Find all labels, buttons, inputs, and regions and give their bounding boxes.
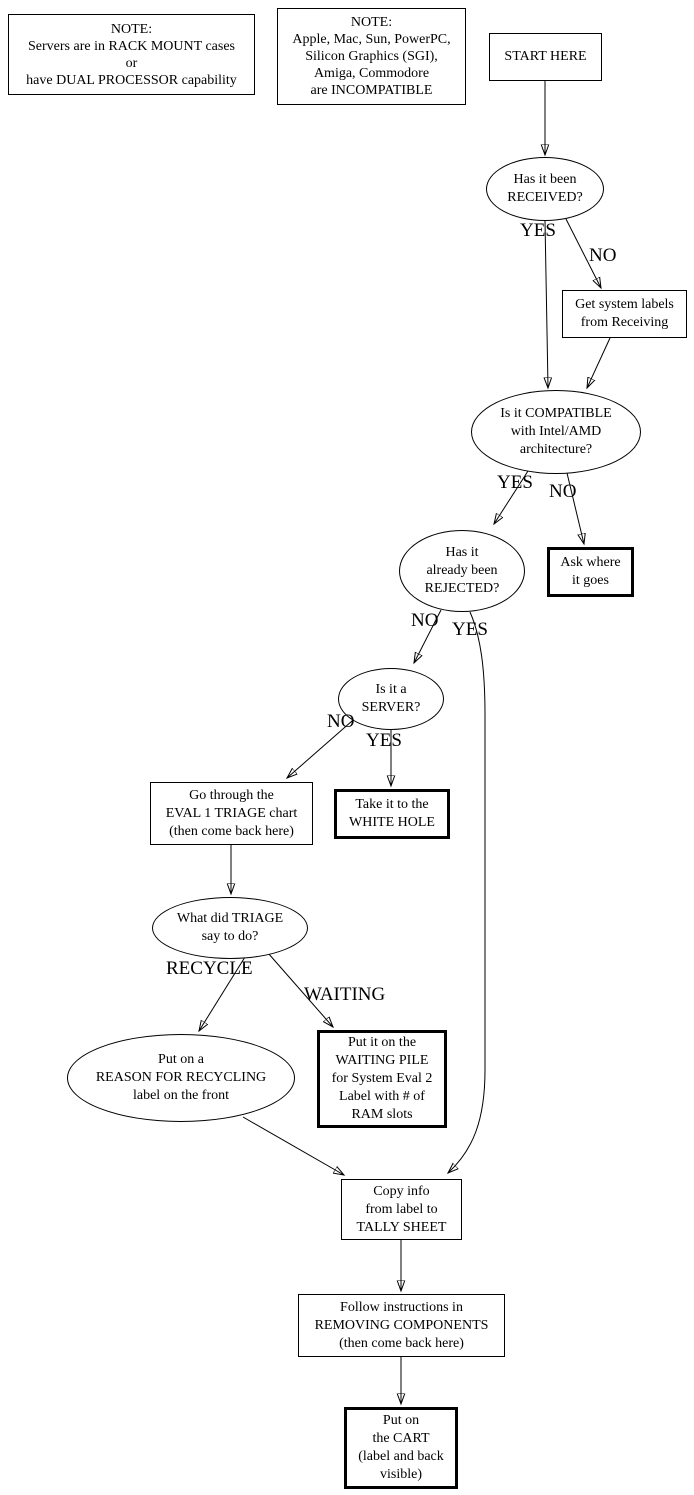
node-line: Get system labels <box>575 297 674 312</box>
note-line: or <box>125 55 138 71</box>
node-line: What did TRIAGE <box>176 911 284 926</box>
note-incompatible <box>277 8 466 105</box>
node-line: the CART <box>372 1431 430 1446</box>
node-line: from Receiving <box>580 315 669 330</box>
decision-compatible <box>471 390 641 474</box>
node-line: WAITING PILE <box>335 1053 429 1068</box>
decision-already-rejected <box>399 530 525 612</box>
node-line: Ask where <box>560 555 621 570</box>
edge-label-compatible-no: NO <box>549 481 577 502</box>
note-rack-mount <box>8 14 255 95</box>
node-line: Go through the <box>189 787 274 803</box>
node-line: Is it a <box>375 682 407 697</box>
node-line: architecture? <box>519 442 593 457</box>
terminal-waiting-pile <box>317 1030 447 1128</box>
node-line: already been <box>426 563 498 578</box>
node-line: TALLY SHEET <box>356 1219 447 1235</box>
node-line: Take it to the <box>355 797 429 812</box>
node-line: Put it on the <box>347 1035 417 1050</box>
node-reason-for-recycling-label <box>67 1034 295 1122</box>
node-line: REMOVING COMPONENTS <box>314 1317 489 1333</box>
node-line: (then come back here) <box>339 1335 464 1351</box>
node-line: EVAL 1 TRIAGE chart <box>165 805 298 821</box>
node-get-system-labels <box>562 290 687 338</box>
note-line: Amiga, Commodore <box>313 66 430 81</box>
edge-received-yes-to-compatible <box>545 221 548 388</box>
edge-label-received-yes: YES <box>520 220 556 241</box>
terminal-put-on-cart <box>344 1407 458 1489</box>
node-copy-info-tally-sheet <box>341 1179 462 1240</box>
node-line: REJECTED? <box>424 581 500 596</box>
node-line: for System Eval 2 <box>331 1071 433 1086</box>
terminal-ask-where-it-goes <box>547 547 634 597</box>
node-line: label on the front <box>132 1088 230 1103</box>
edge-get-labels-to-compatible <box>587 338 610 388</box>
edge-label-triage-waiting: WAITING <box>304 984 386 1005</box>
edge-label-compatible-yes: YES <box>497 472 533 493</box>
node-line: Has it <box>445 545 479 560</box>
edge-label-triage-recycle: RECYCLE <box>166 958 253 979</box>
node-line: WHITE HOLE <box>349 815 435 830</box>
node-line: Has it been <box>513 172 577 187</box>
node-line: SERVER? <box>361 700 421 715</box>
node-line: RAM slots <box>351 1107 413 1122</box>
note-line: Silicon Graphics (SGI), <box>305 49 438 64</box>
edge-label-server-no: NO <box>327 711 355 732</box>
node-eval1-triage-chart <box>150 782 313 845</box>
node-line: it goes <box>572 573 609 588</box>
note-line: Servers are in RACK MOUNT cases <box>28 38 235 54</box>
edge-rejected-yes-to-copy-info <box>448 612 485 1173</box>
node-line: REASON FOR RECYCLING <box>95 1070 267 1085</box>
node-start-here <box>489 33 602 81</box>
node-line: from label to <box>365 1201 438 1217</box>
note-line: NOTE: <box>350 15 393 30</box>
node-line: START HERE <box>504 49 587 64</box>
note-line: are INCOMPATIBLE <box>310 83 433 98</box>
terminal-white-hole <box>334 789 450 839</box>
node-line: Put on a <box>158 1052 204 1067</box>
node-line: RECEIVED? <box>507 190 583 205</box>
decision-what-did-triage-say <box>152 897 308 959</box>
edge-label-server-yes: YES <box>366 730 402 751</box>
node-line: (then come back here) <box>169 823 294 839</box>
node-line: (label and back <box>358 1449 444 1464</box>
edge-label-rejected-no: NO <box>411 610 439 631</box>
node-line: Put on <box>382 1413 420 1428</box>
node-line: visible) <box>380 1467 422 1482</box>
node-line: Is it COMPATIBLE <box>500 406 612 421</box>
node-line: say to do? <box>201 929 259 944</box>
decision-received <box>486 157 604 221</box>
node-line: Label with # of <box>339 1089 425 1104</box>
node-line: Copy info <box>373 1183 430 1199</box>
edge-label-rejected-yes: YES <box>452 619 488 640</box>
edge-label-received-no: NO <box>589 245 617 266</box>
note-line: have DUAL PROCESSOR capability <box>26 72 237 88</box>
node-line: Follow instructions in <box>340 1299 463 1315</box>
note-line: NOTE: <box>110 21 153 37</box>
node-line: with Intel/AMD <box>510 424 602 439</box>
node-removing-components <box>298 1294 505 1357</box>
note-line: Apple, Mac, Sun, PowerPC, <box>292 32 451 47</box>
